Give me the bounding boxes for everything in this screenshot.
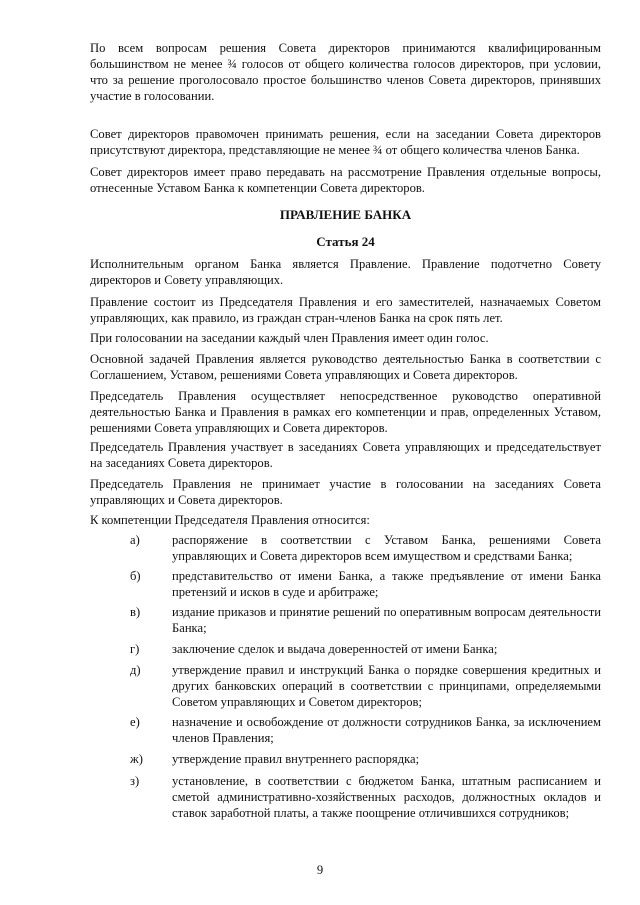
list-item-marker: з) <box>130 774 140 788</box>
list-item-text: установление, в соответствии с бюджетом Банка, штатным расписанием и сметой административно-хозяйственных расходов, должностных окладов и ставок заработной платы, а также поощрение отличившихся сотрудников; <box>172 774 601 820</box>
paragraph-quorum: Совет директоров правомочен принимать решения, если на заседании Совета директоров присутствуют директора, представляющие не менее ¾ от общего количества членов Банка. <box>90 127 601 157</box>
list-item-text: назначение и освобождение от должности сотрудников Банка, за исключением членов Правления; <box>172 715 601 745</box>
list-item-text: распоряжение в соответствии с Уставом Банка, решениями Совета управляющих и Совета директоров всем имуществом и средствами Банка; <box>172 533 601 563</box>
list-item-marker: д) <box>130 663 141 677</box>
list-item-text: заключение сделок и выдача доверенностей от имени Банка; <box>172 642 498 656</box>
list-item-marker: ж) <box>130 752 143 766</box>
page-number: 9 <box>316 863 324 877</box>
paragraph-delegation: Совет директоров имеет право передавать на рассмотрение Правления отдельные вопросы, отнесенные Уставом Банка к компетенции Совета директоров. <box>90 165 601 195</box>
list-item-text: представительство от имени Банка, а также предъявление от имени Банка претензий и исков в суде и арбитраже; <box>172 569 601 599</box>
paragraph-chairman-management: Председатель Правления осуществляет непосредственное руководство оперативной деятельностью Банка и Правления в рамках его компетенции и прав, определенных Уставом, решениями Совета управляющих и Совета директоров. <box>90 389 601 435</box>
list-item-marker: е) <box>130 715 140 729</box>
paragraph-competence-intro: К компетенции Председателя Правления относится: <box>90 513 370 527</box>
list-item-marker: а) <box>130 533 140 547</box>
paragraph-chairman-no-vote: Председатель Правления не принимает участие в голосовании на заседаниях Совета управляющих и Совета директоров. <box>90 477 601 507</box>
list-item-text: издание приказов и принятие решений по оперативным вопросам деятельности Банка; <box>172 605 601 635</box>
list-item-text: утверждение правил внутреннего распорядка; <box>172 752 420 766</box>
paragraph-executive-body: Исполнительным органом Банка является Правление. Правление подотчетно Совету директоров и Совету управляющих. <box>90 257 601 287</box>
paragraph-chairman-participation: Председатель Правления участвует в заседаниях Совета управляющих и председательствует на заседаниях Совета директоров. <box>90 440 601 470</box>
article-title: Статья 24 <box>316 234 375 249</box>
list-item-marker: в) <box>130 605 141 619</box>
paragraph-board-composition: Правление состоит из Председателя Правления и его заместителей, назначаемых Советом управляющих, как правило, из граждан стран-членов Банка на срок пять лет. <box>90 295 601 325</box>
list-item-marker: г) <box>130 642 140 656</box>
paragraph-one-vote: При голосовании на заседании каждый член Правления имеет один голос. <box>90 331 489 345</box>
section-title: ПРАВЛЕНИЕ БАНКА <box>279 207 412 222</box>
list-item-marker: б) <box>130 569 141 583</box>
paragraph-voting-majority: По всем вопросам решения Совета директоров принимаются квалифицированным большинством не менее ¾ голосов от общего количества голосов директоров, при условии, что за решение проголосовало простое большинство членов Совета директоров, принявших участие в голосовании. <box>90 41 601 103</box>
list-item-text: утверждение правил и инструкций Банка о порядке совершения кредитных и других банковских операций в соответствии с принципами, определяемыми Советом управляющих и Советом директоров; <box>172 663 601 709</box>
paragraph-main-task: Основной задачей Правления является руководство деятельностью Банка в соответствии с Соглашением, Уставом, решениями Совета управляющих и Совета директоров. <box>90 352 601 382</box>
